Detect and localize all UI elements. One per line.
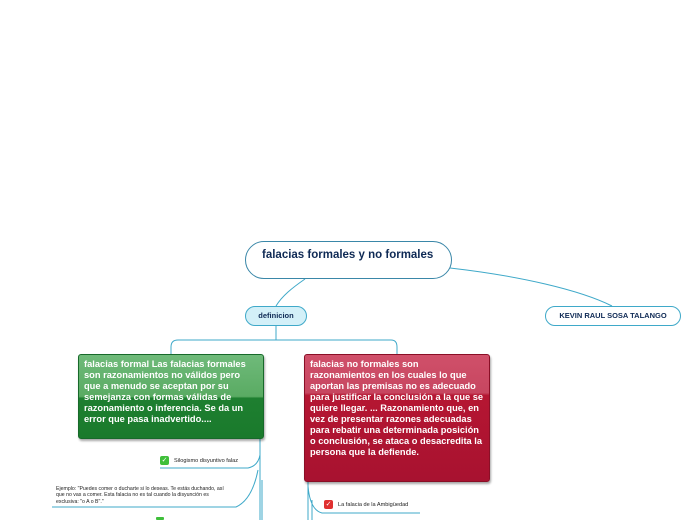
- formal-fallacies-node[interactable]: [78, 354, 264, 439]
- leaf-ambiguedad[interactable]: [338, 502, 408, 509]
- link-hub-informal: [276, 340, 397, 354]
- link-central-definicion: [276, 279, 305, 306]
- checkmark-icon: ✓: [325, 501, 332, 508]
- definicion-label: definicion: [258, 311, 294, 320]
- leaf-silogismo[interactable]: [174, 458, 238, 465]
- example-text-content: Ejemplo: "Puedes comer o ducharte si lo deseas. Te estás duchando, así que no vas a comer. Esta falacia no es tal cuando la disyunción es exclusiva: "o A o B".": [56, 486, 224, 505]
- formal-fallacies-text: falacias formal Las falacias formales son razonamientos no válidos pero que a menudo se aceptan por su semejanza con formas válidas de razonamiento o inferencia. Se da un error que pasa inadvertido....: [84, 359, 246, 424]
- informal-fallacies-text: falacias no formales son razonamientos en los cuales lo que aportan las premisas no es adecuado para justificar la conclusión a la que se quiere llegar. ... Razonamiento que, en vez de presentar razones adecuadas para rebatir una determinada posición o conclusión, se ataca o desacredita la persona que la defiende.: [310, 359, 484, 457]
- link-hub-formal: [171, 340, 276, 354]
- checkmark-icon: ✓: [161, 457, 168, 464]
- author-label: KEVIN RAUL SOSA TALANGO: [559, 311, 667, 320]
- link-central-author: [450, 268, 612, 306]
- informal-fallacies-node[interactable]: [304, 354, 490, 482]
- leaf-silogismo-label: Silogismo disyuntivo falaz: [174, 458, 239, 464]
- central-topic-title: falacias formales y no formales: [262, 249, 434, 261]
- author-node[interactable]: [545, 306, 681, 326]
- example-text[interactable]: [56, 486, 226, 505]
- leaf-ambiguedad-label: La falacia de la Ambigüedad: [338, 502, 409, 508]
- definicion-node[interactable]: [245, 306, 307, 326]
- central-topic[interactable]: [245, 241, 452, 279]
